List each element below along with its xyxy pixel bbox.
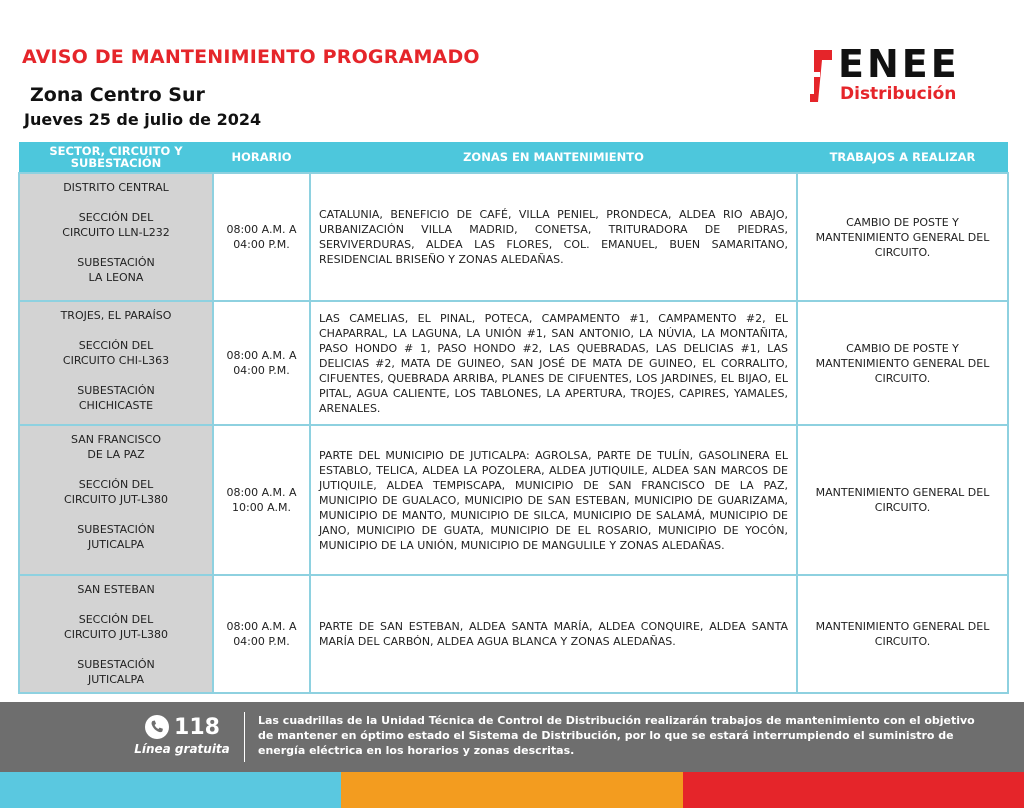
section-label: SECCIÓN DEL: [78, 613, 154, 626]
zone-label: Zona Centro Sur: [30, 84, 205, 106]
circuit-id: CIRCUITO JUT-L380: [64, 628, 168, 641]
bar-cyan: [0, 772, 341, 808]
substation-label: SUBESTACIÓN: [77, 523, 155, 536]
district-name: TROJES, EL PARAÍSO: [60, 309, 172, 322]
hours-cell: [213, 575, 310, 693]
circuit-id: CIRCUITO JUT-L380: [64, 493, 168, 506]
sector-cell: [19, 301, 213, 425]
header-sector: SECTOR, CIRCUITO Y SUBESTACIÓN: [19, 142, 213, 173]
zones-cell: LAS CAMELIAS, EL PINAL, POTECA, CAMPAMENTO #1, CAMPAMENTO #2, EL CHAPARRAL, LA LAGUNA, LA UNIÓN #1, SAN ANTONIO, LA NÚVIA, LA MONTAÑITA, PASO HONDO # 1, PASO HONDO #2, LAS QUEBRADAS, LAS DELICIAS #1, LAS DELICIAS #2, MATA DE GUINEO, SAN JOSÉ DE MATA DE GUINEO, EL CORRALITO, CIFUENTES, QUEBRADA ARRIBA, PLANES DE CIFUENTES, LOS JARDINES, EL BIJAO, EL PITAL, AGUA CALIENTE, LOS TABLONES, LA APERTURA, TROJES, CAPIRES, YAMALES, ARENALES.: [310, 301, 797, 425]
hours-cell: [213, 425, 310, 575]
footer-notice: Las cuadrillas de la Unidad Técnica de Control de Distribución realizarán trabajos de mantenimiento con el objetivo de mantener en óptimo estado el Sistema de Distribución, por lo que se estará interrumpiendo el suministro de energía eléctrica en los horarios y zonas descritas.: [258, 714, 975, 757]
hours-end: 10:00 A.M.: [231, 501, 291, 514]
zones-cell: CATALUNIA, BENEFICIO DE CAFÉ, VILLA PENIEL, PRONDECA, ALDEA RIO ABAJO, URBANIZACIÓN VILLA MADRID, CONETSA, TRITURADORA DE PIEDRAS, SERVIVERDURAS, ALDEA LAS FLORES, COL. EMANUEL, BUEN SAMARITANO, RESIDENCIAL BRISEÑO Y ZONAS ALEDAÑAS.: [310, 173, 797, 301]
substation-label: SUBESTACIÓN: [77, 384, 155, 397]
hours-cell: [213, 173, 310, 301]
table-row: [19, 301, 1008, 425]
header-work: TRABAJOS A REALIZAR: [797, 142, 1008, 173]
phone-number: 118: [174, 714, 220, 740]
bar-red: [683, 772, 1024, 808]
enee-logo-mark-icon: [810, 50, 832, 102]
hours-start: 08:00 A.M. A: [226, 620, 297, 633]
page-title: AVISO DE MANTENIMIENTO PROGRAMADO: [22, 46, 480, 68]
phone-icon: [144, 714, 170, 740]
section-label: SECCIÓN DEL: [78, 478, 154, 491]
hours-end: 04:00 P.M.: [233, 238, 290, 251]
section-label: SECCIÓN DEL: [78, 339, 154, 352]
logo-name: ENEE: [838, 42, 960, 86]
substation-name: CHICHICASTE: [78, 399, 154, 412]
substation-label: SUBESTACIÓN: [77, 256, 155, 269]
substation-name: JUTICALPA: [87, 538, 145, 551]
table-row: [19, 425, 1008, 575]
color-bars: [0, 772, 1024, 808]
district-name: SAN FRANCISCO: [71, 433, 161, 446]
header-hours: HORARIO: [213, 142, 310, 173]
logo-subtitle: Distribución: [840, 84, 957, 104]
substation-name: LA LEONA: [88, 271, 144, 284]
sector-cell: [19, 425, 213, 575]
work-cell: MANTENIMIENTO GENERAL DEL CIRCUITO.: [797, 575, 1008, 693]
district-name: DISTRITO CENTRAL: [63, 181, 169, 194]
work-cell: CAMBIO DE POSTE Y MANTENIMIENTO GENERAL DEL CIRCUITO.: [797, 301, 1008, 425]
circuit-id: CIRCUITO LLN-L232: [62, 226, 170, 239]
work-cell: MANTENIMIENTO GENERAL DEL CIRCUITO.: [797, 425, 1008, 575]
substation-label: SUBESTACIÓN: [77, 658, 155, 671]
bar-orange: [341, 772, 683, 808]
phone-label: Línea gratuita: [134, 742, 230, 756]
work-cell: CAMBIO DE POSTE Y MANTENIMIENTO GENERAL DEL CIRCUITO.: [797, 173, 1008, 301]
district-name: SAN ESTEBAN: [77, 583, 155, 596]
hours-start: 08:00 A.M. A: [226, 349, 297, 362]
hours-end: 04:00 P.M.: [233, 635, 290, 648]
sector-cell: [19, 173, 213, 301]
zones-cell: PARTE DEL MUNICIPIO DE JUTICALPA: AGROLSA, PARTE DE TULÍN, GASOLINERA EL ESTABLO, TELICA, ALDEA LA POZOLERA, ALDEA JUTIQUILE, ALDEA SAN MARCOS DE JUTIQUILE, ALDEA TEMPISCAPA, MUNICIPIO DE SAN FRANCISCO DE LA PAZ, MUNICIPIO DE GUALACO, MUNICIPIO DE SAN ESTEBAN, MUNICIPIO DE GUARIZAMA, MUNICIPIO DE MANTO, MUNICIPIO DE SILCA, MUNICIPIO DE SALAMÁ, MUNICIPIO DE JANO, MUNICIPIO DE GUATA, MUNICIPIO DE EL ROSARIO, MUNICIPIO DE YOCÓN, MUNICIPIO DE LA UNIÓN, MUNICIPIO DE MANGULILE Y ZONAS ALEDAÑAS.: [310, 425, 797, 575]
table-row: [19, 173, 1008, 301]
header-zones: ZONAS EN MANTENIMIENTO: [310, 142, 797, 173]
circuit-id: CIRCUITO CHI-L363: [62, 354, 170, 367]
hours-start: 08:00 A.M. A: [226, 486, 297, 499]
hotline[interactable]: [132, 714, 232, 756]
substation-name: JUTICALPA: [87, 673, 145, 686]
district-name-cont: DE LA PAZ: [87, 448, 145, 461]
section-label: SECCIÓN DEL: [78, 211, 154, 224]
hours-end: 04:00 P.M.: [233, 364, 290, 377]
table-header-row: [19, 142, 1008, 173]
date-label: Jueves 25 de julio de 2024: [24, 110, 262, 129]
zones-cell: PARTE DE SAN ESTEBAN, ALDEA SANTA MARÍA, ALDEA CONQUIRE, ALDEA SANTA MARÍA DEL CARBÓN, ALDEA AGUA BLANCA Y ZONAS ALEDAÑAS.: [310, 575, 797, 693]
maintenance-table: [18, 142, 1009, 694]
footer-divider: [244, 712, 245, 762]
sector-cell: [19, 575, 213, 693]
hours-start: 08:00 A.M. A: [226, 223, 297, 236]
hours-cell: [213, 301, 310, 425]
footer-bar: [0, 702, 1024, 772]
table-row: [19, 575, 1008, 693]
enee-logo: [808, 42, 998, 110]
